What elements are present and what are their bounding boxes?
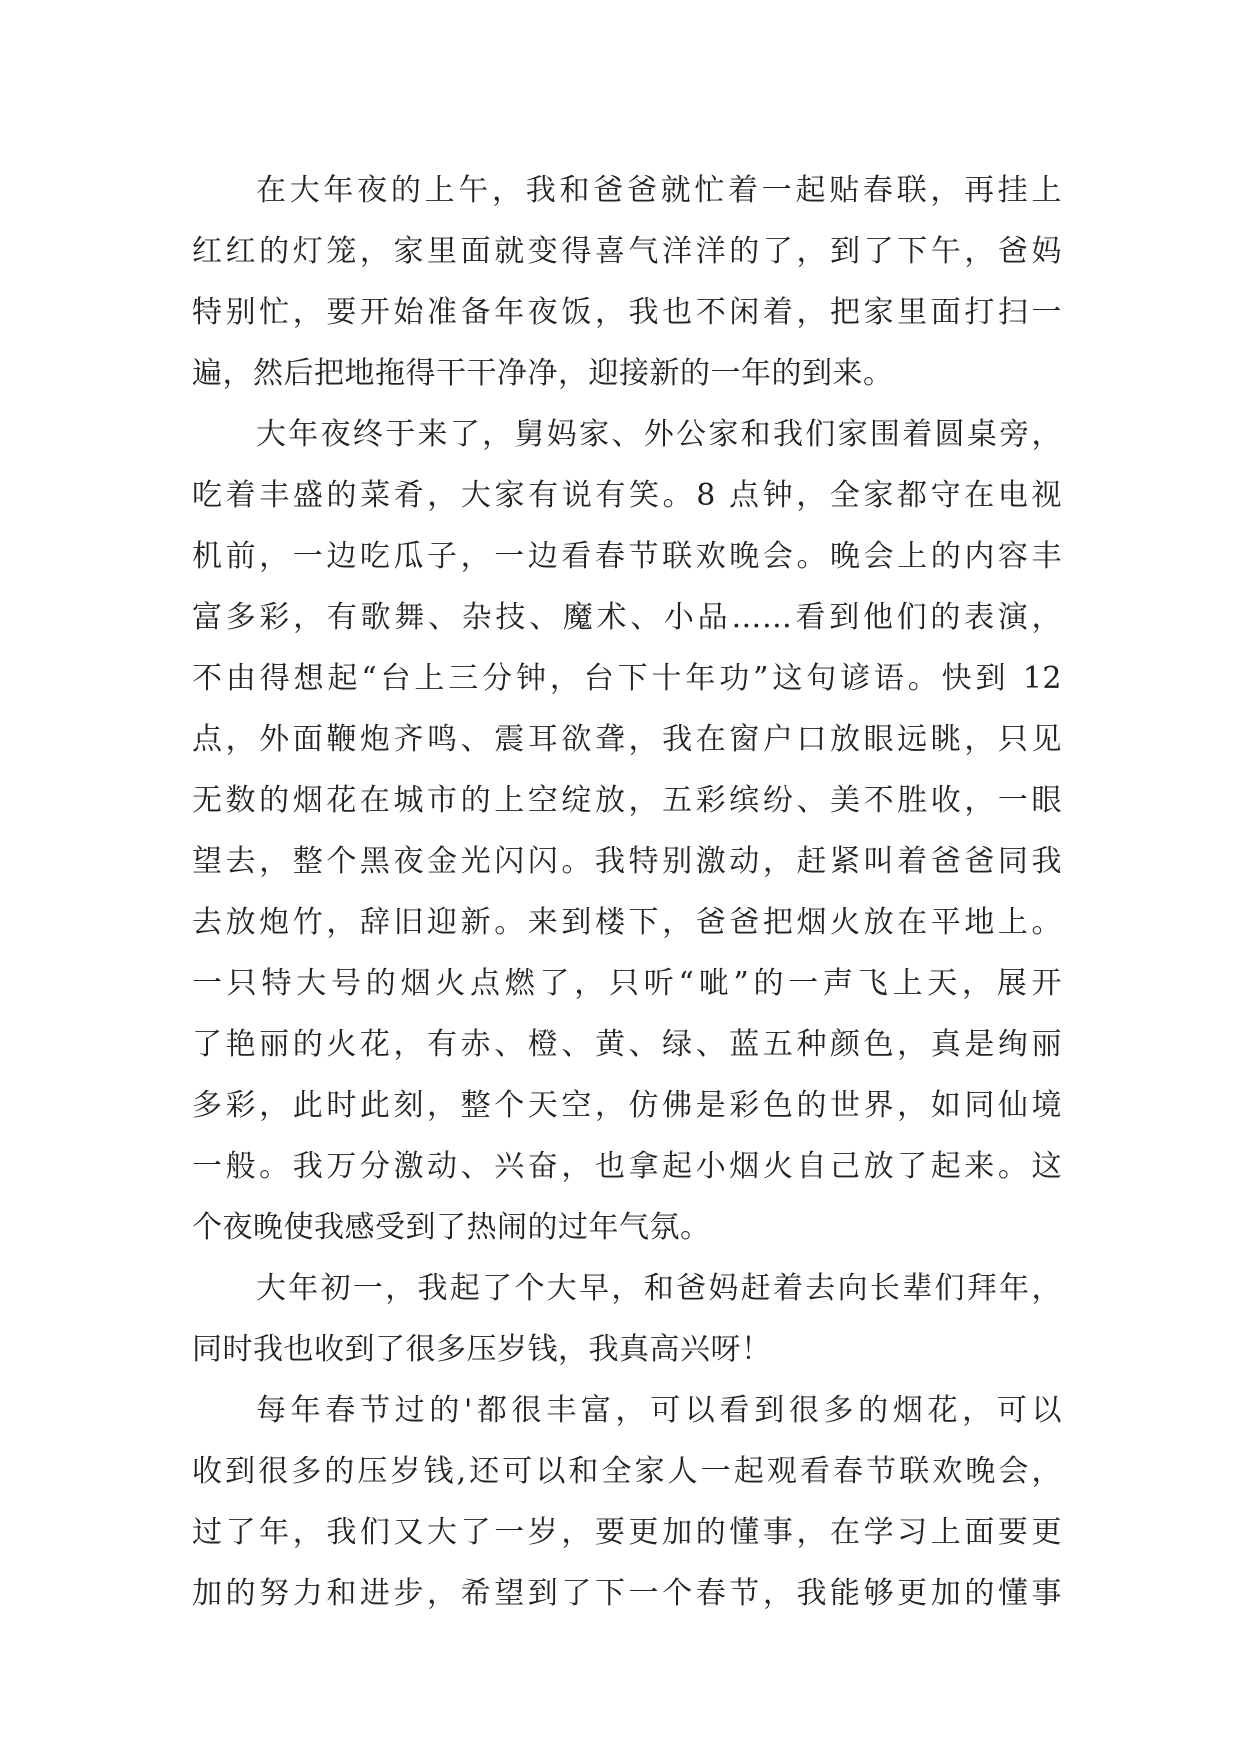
- text-line: 大年夜终于来了，舅妈家、外公家和我们家围着圆桌旁，: [256, 417, 1062, 452]
- text-line: 望去，整个黑夜金光闪闪。我特别激动，赶紧叫着爸爸同我: [192, 844, 1062, 879]
- text-line: 一只特大号的烟火点燃了，只听“呲”的一声飞上天，展开: [192, 966, 1062, 1001]
- text-line: 无数的烟花在城市的上空绽放，五彩缤纷、美不胜收，一眼: [192, 783, 1062, 818]
- text-line: 过了年，我们又大了一岁，要更加的懂事，在学习上面要更: [192, 1515, 1062, 1550]
- paragraph-2: [192, 404, 1062, 1258]
- text-line: 在大年夜的上午，我和爸爸就忙着一起贴春联，再挂上: [256, 173, 1062, 208]
- text-line: 同时我也收到了很多压岁钱，我真高兴呀！: [192, 1332, 772, 1367]
- text-line: 大年初一，我起了个大早，和爸妈赶着去向长辈们拜年，: [256, 1271, 1062, 1306]
- text-line: 特别忙，要开始准备年夜饭，我也不闲着，把家里面打扫一: [192, 295, 1062, 330]
- paragraph-1: [192, 160, 1062, 404]
- paragraph-3: [192, 1258, 1062, 1380]
- text-line: 收到很多的压岁钱,还可以和全家人一起观看春节联欢晚会，: [192, 1454, 1062, 1489]
- text-line: 机前，一边吃瓜子，一边看春节联欢晚会。晚会上的内容丰: [192, 539, 1062, 574]
- text-line: 富多彩，有歌舞、杂技、魔术、小品……看到他们的表演，: [192, 600, 1062, 635]
- text-line: 加的努力和进步，希望到了下一个春节，我能够更加的懂事: [192, 1576, 1062, 1611]
- paragraph-4: [192, 1380, 1062, 1624]
- text-line: 遍，然后把地拖得干干净净，迎接新的一年的到来。: [192, 356, 894, 391]
- text-line: 了艳丽的火花，有赤、橙、黄、绿、蓝五种颜色，真是绚丽: [192, 1027, 1062, 1062]
- text-line: 不由得想起“台上三分钟，台下十年功”这句谚语。快到 12: [192, 661, 1062, 696]
- text-line: 点，外面鞭炮齐鸣、震耳欲聋，我在窗户口放眼远眺，只见: [192, 722, 1062, 757]
- text-line: 吃着丰盛的菜肴，大家有说有笑。8 点钟，全家都守在电视: [192, 478, 1062, 513]
- text-line: 红红的灯笼，家里面就变得喜气洋洋的了，到了下午，爸妈: [192, 234, 1062, 269]
- text-line: 个夜晚使我感受到了热闹的过年气氛。: [192, 1210, 711, 1245]
- text-line: 多彩，此时此刻，整个天空，仿佛是彩色的世界，如同仙境: [192, 1088, 1062, 1123]
- text-line: 每年春节过的'都很丰富，可以看到很多的烟花，可以: [256, 1393, 1062, 1428]
- essay-body: [192, 160, 1062, 1624]
- text-line: 去放炮竹，辞旧迎新。来到楼下，爸爸把烟火放在平地上。: [192, 905, 1062, 940]
- text-line: 一般。我万分激动、兴奋，也拿起小烟火自己放了起来。这: [192, 1149, 1062, 1184]
